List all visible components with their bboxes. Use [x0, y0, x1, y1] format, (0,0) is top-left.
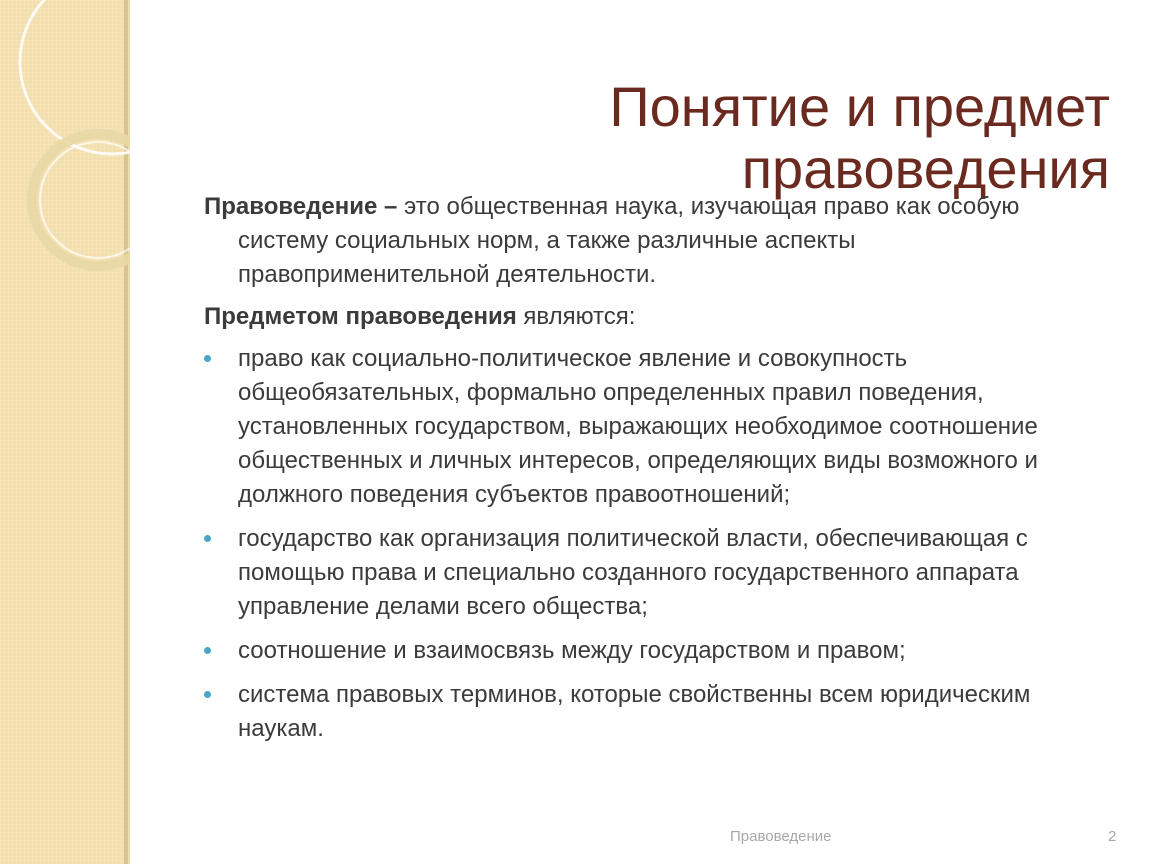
bullet-dot-icon	[204, 647, 211, 654]
list-item	[204, 634, 1109, 668]
definition-term: Правоведение –	[204, 193, 398, 220]
list-item-text: государство как организация политической власти, обеспечивающая с помощью права и специально созданного государственного аппарата управление делами всего общества;	[238, 525, 1028, 620]
list-item	[204, 342, 1109, 512]
bullet-dot-icon	[204, 355, 211, 362]
slide-body	[204, 190, 1109, 756]
list-item	[204, 678, 1109, 746]
definition-paragraph	[204, 190, 1109, 292]
page-number: 2	[1108, 828, 1117, 845]
list-item-text: право как социально-политическое явление и совокупность общеобязательных, формально определенных правил поведения, установленных государством, выражающих необходимое соотношение общественных и личных интересов, определяющих виды возможного и должного поведения субъектов правоотношений;	[238, 345, 1038, 508]
subject-list	[204, 342, 1109, 746]
subject-term: Предметом правоведения	[204, 303, 517, 330]
slide-title	[410, 76, 1110, 200]
bullet-dot-icon	[204, 691, 211, 698]
footer-text: Правоведение	[730, 828, 832, 845]
slide-title-line-1: Понятие и предмет	[609, 74, 1110, 138]
slide-title-line-2: правоведения	[741, 136, 1110, 200]
list-item-text: система правовых терминов, которые свойственны всем юридическим наукам.	[238, 681, 1031, 742]
definition-text: это общественная наука, изучающая право как особую систему социальных норм, а также различные аспекты правоприменительной деятельности.	[238, 193, 1020, 288]
list-item	[204, 522, 1109, 624]
subject-paragraph	[204, 300, 1109, 334]
decorative-rings	[0, 0, 130, 300]
list-item-text: соотношение и взаимосвязь между государством и правом;	[238, 637, 906, 664]
subject-text: являются:	[516, 303, 636, 330]
ring-small-inner	[40, 142, 130, 258]
bullet-dot-icon	[204, 535, 211, 542]
